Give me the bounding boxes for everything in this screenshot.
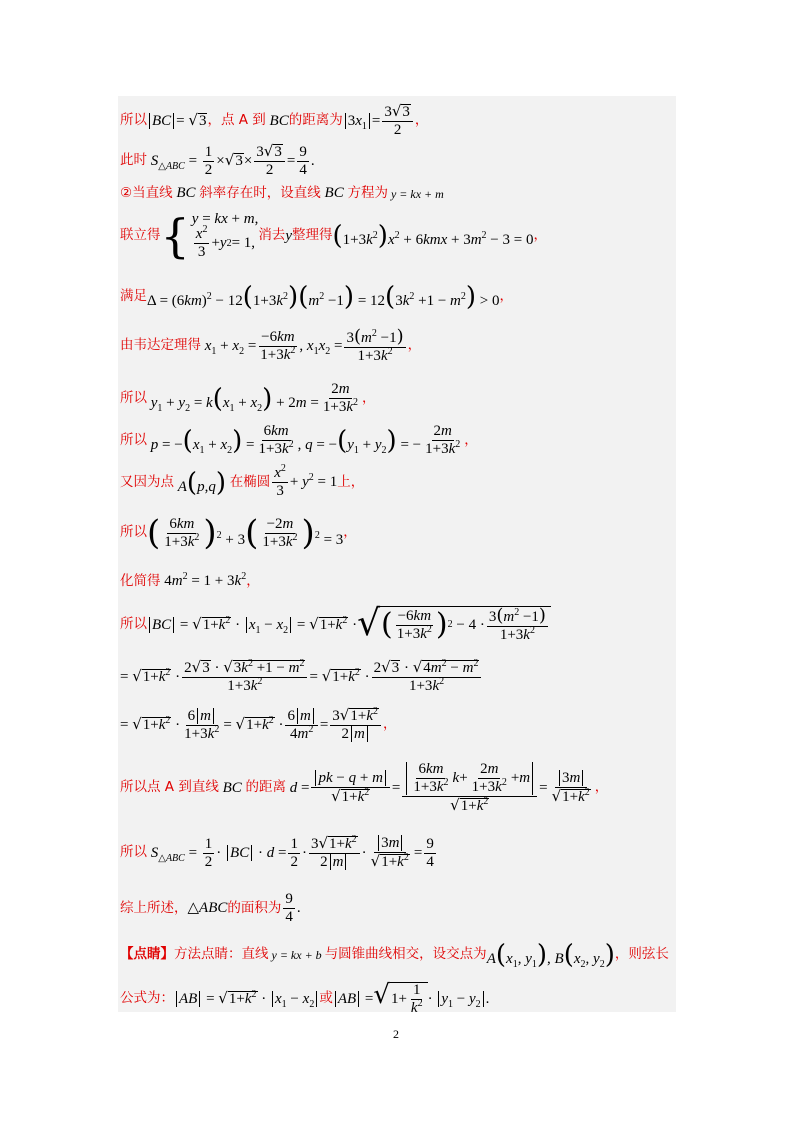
solution-line-2: 此时 $S_{\triangle ABC}$ = $\frac{1}{2}$ × √ 3 × 3 √ 3 2 = $\frac{9}{4}$ . xyxy=(120,142,315,178)
solution-line-4: 联立得 { y = kx + m, $\frac{x^2}{3}$ + y 2 = 1, 消去 y 整理得 $(1+3k^2)x^2 + 6kmx + 3m^2 - 3 = 0$ ， xyxy=(120,209,547,263)
text-simplify: 整理得 xyxy=(291,227,333,244)
solution-line-9: 又因为点 A(p,q) 在椭圆 $\frac{x^2}{3}$ + $y^2 = 1$ 上， xyxy=(120,463,365,499)
text-combine: 联立得 xyxy=(120,227,161,244)
text-upon: 上， xyxy=(337,473,365,490)
solution-line-10: 所以 ( $\frac{6km}{1+3k^2}$ )$^2$ + 3( $\frac{-2m}{1+3k^2}$ )$^2$ = 3 ， xyxy=(120,513,357,553)
text-area-is: 的面积为 xyxy=(227,899,282,916)
text-conic-intersect: 与圆锥曲线相交，设交点为 xyxy=(324,946,487,963)
text-simplify-2: 化简得 xyxy=(120,572,161,589)
text-so-4: 所以 xyxy=(120,524,147,541)
text-chord-length: ，则弦长 xyxy=(614,946,669,963)
solution-line-6: 由韦达定理得 $x_1 + x_2$ = $\frac{-6km}{1+3k^2}$ , $x_1x_2$ = $\frac{3(m^2 -1)}{1+3k^2}$ ， xyxy=(120,326,422,364)
text-or: 或 xyxy=(319,990,333,1007)
text-in-summary: 综上所述， xyxy=(120,899,188,916)
text-so-5: 所以 xyxy=(120,615,147,632)
solution-line-18: 【点睛】 方法点睛：直线 y = kx + b 与圆锥曲线相交，设交点为 $A(x_1$, $y_1$), $B(x_2$, $y_2$) ，则弦长 xyxy=(120,940,669,970)
text-satisfy: 满足 xyxy=(120,288,147,305)
solution-line-17: 综上所述， △ABC 的面积为 $\frac{9}{4}$ . xyxy=(120,891,301,925)
text-vieta: 由韦达定理得 xyxy=(120,337,201,354)
text-method: 方法点睛：直线 xyxy=(174,946,269,963)
text-so: 所以 xyxy=(120,112,147,129)
solution-line-19: 公式为： AB = √ $1+k^2$ · $x_1 - x_2$ 或 AB = √ 1+ $\frac{1}{k^2}$ · $y_1 - y_2$ . xyxy=(120,980,490,1016)
solution-line-7: 所以 $y_1 + y_2 = k(x_1 + x_2) + 2m$ = $\frac{2m}{1+3k^2}$ ， xyxy=(120,381,376,415)
solution-line-1: 所以 BC = √ 3 ，点 A 到 BC 的距离为 $3x_1$ = 3 √ 3 2 ， xyxy=(120,102,429,138)
text-distance: 的距离 xyxy=(245,779,286,796)
text-at-this-time: 此时 xyxy=(120,152,147,169)
page-number: 2 xyxy=(393,1027,399,1041)
comment-tag: 【点睛】 xyxy=(120,946,174,963)
solution-line-12: 所以 BC = √ $1+k^2$ · $x_1 - x_2$ = √ $1+k^2$ · √ ( $\frac{-6km}{1+3k^2}$ ) 2 − 4 · $\frac{3(m^2 -1)}{1+3k^2}$ xyxy=(120,606,551,643)
solution-line-15: 所以点 A 到直线 BC 的距离 d = pk − q + m √ $1+k^2$ = $\frac{6km}{1+3k^2}$ k + $\frac{2m}{1+3k^2}$ + m √ $1+k^2$ = 3m √ $1+k^2$ ， xyxy=(120,761,609,814)
solution-line-16: 所以 $S_{\triangle ABC}$ = $\frac{1}{2}$ · BC · d = $\frac{1}{2}$ · 3 √ $1+k^2$ 2 m · 3m √ $1+k^2$ = $\frac{9}{4}$ xyxy=(120,834,434,870)
solution-line-14: = √ $1+k^2$ · $\frac{6 m}{1+3k^2}$ = √ $1+k^2$ · $\frac{6 m}{4m^2}$ = 3 √ $1+k^2$ 2 m ， xyxy=(120,706,397,742)
solution-line-5: 满足 $\Delta = (6km)^2 - 12(1+3k^2)(m^2 -1) = 12(3k^2 +1 - m^2) > 0$ ， xyxy=(120,282,514,312)
solution-line-3: ②当直线 BC 斜率存在时，设直线 BC 方程为 y = kx + m xyxy=(120,184,444,201)
text-so-6: 所以 xyxy=(120,844,147,861)
text-so-3: 所以 xyxy=(120,431,147,448)
solution-line-8: 所以 $p = -(x_1 + x_2)$ = $\frac{6km}{1+3k^2}$ , $q = -(y_1 + y_2)$ = − $\frac{2m}{1+3k^2}$ ， xyxy=(120,423,478,457)
solution-line-11: 化简得 $4m^2 = 1 + 3k^2$ ， xyxy=(120,571,260,589)
text-on-ellipse: 在椭圆 xyxy=(229,473,271,490)
text-point-a-to: ，点 A 到 xyxy=(207,112,266,129)
text-also-point: 又因为点 xyxy=(120,473,174,490)
text-so-2: 所以 xyxy=(120,389,147,406)
text-case-2: ②当直线 xyxy=(120,184,173,201)
text-comma: ， xyxy=(414,112,429,129)
text-equation-is: 方程为 xyxy=(347,184,388,201)
text-point-a-to-line: 所以点 A 到直线 xyxy=(120,779,219,796)
text-formula-is: 公式为： xyxy=(120,990,174,1007)
text-slope-exists: 斜率存在时，设直线 xyxy=(199,184,321,201)
text-eliminate: 消去 xyxy=(258,227,286,244)
text-distance-is: 的距离为 xyxy=(288,112,343,129)
solution-line-13: = √ $1+k^2$ · 2 √ 3 · √ $3k^2 +1 - m^2$ $1+3k^2$ = √ $1+k^2$ · 2 √ 3 · √ $4m^2 - m^2$ $1+3k^2$ xyxy=(120,660,483,694)
